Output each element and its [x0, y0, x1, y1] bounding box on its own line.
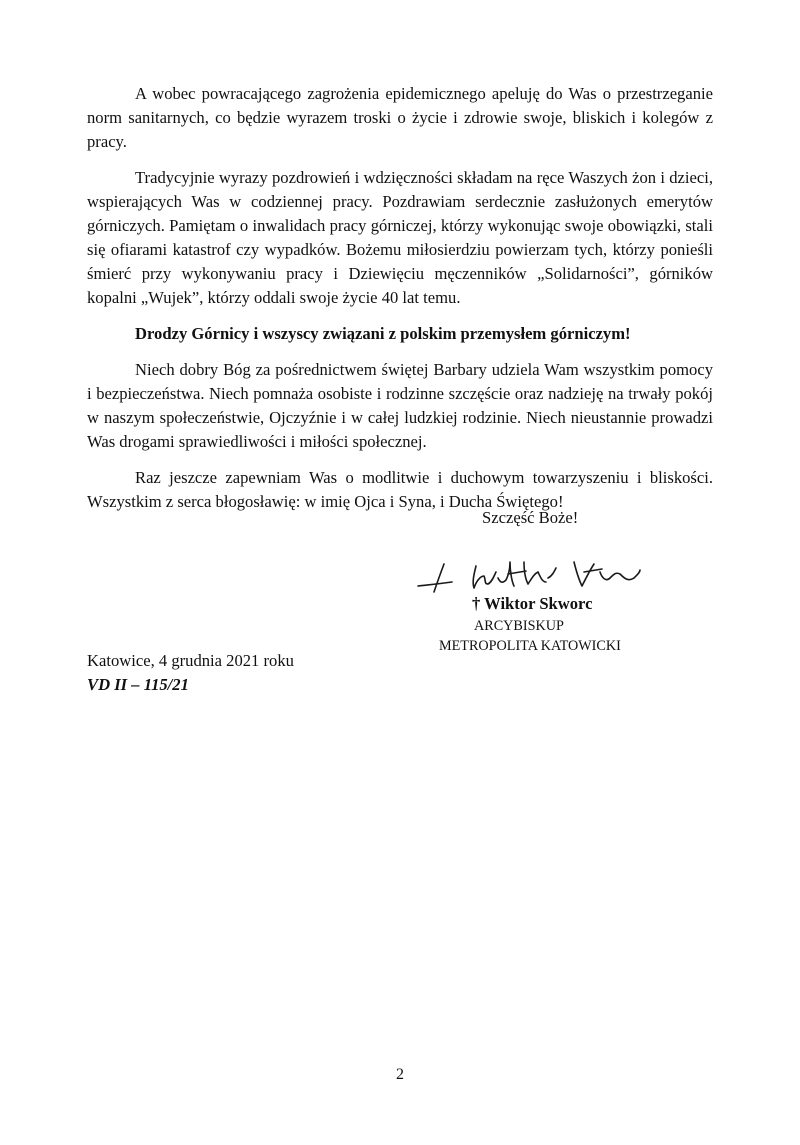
signer-title-archbishop: ARCYBISKUP: [474, 618, 564, 634]
paragraph-address-miners: Drodzy Górnicy i wszyscy związani z polskim przemysłem górniczym!: [135, 324, 631, 343]
signer-name: † Wiktor Skworc: [472, 594, 593, 613]
paragraph-greetings: Tradycyjnie wyrazy pozdrowień i wdzięczności składam na ręce Waszych żon i dzieci, wspierających Was w codziennej pracy. Pozdrawiam serdecznie zasłużonych emerytów górniczych. Pamiętam o inwalidach pracy górniczej, którzy wykonując swoje obowiązki, stali się ofiarami katastrof czy wypadków. Bożemu miłosierdziu powierzam tych, którzy ponieśli śmierć przy wykonywaniu pracy i Dziewięciu męczenników „Solidarności”, górników kopalni „Wujek”, którzy oddali swoje życie 40 lat temu.: [87, 168, 713, 307]
letter-body: [87, 82, 713, 526]
place-and-date: Katowice, 4 grudnia 2021 roku: [87, 651, 294, 670]
paragraph-blessing-wish: Niech dobry Bóg za pośrednictwem świętej Barbary udziela Wam wszystkim pomocy i bezpieczeństwa. Niech pomnaża osobiste i rodzinne szczęście oraz nadzieję na trwały pokój w naszym społeczeństwie, Ojczyźnie i w całej ludzkiej rodzinie. Niech nieustannie prowadzi Was drogami sprawiedliwości i miłości społecznej.: [87, 360, 713, 451]
signer-title-metropolitan: METROPOLITA KATOWICKI: [439, 638, 621, 654]
page-number: 2: [396, 1066, 404, 1083]
paragraph-sanitary-appeal: A wobec powracającego zagrożenia epidemicznego apeluję do Was o przestrzeganie norm sanitarnych, co będzie wyrazem troski o życie i zdrowie swoje, bliskich i kolegów z pracy.: [87, 84, 713, 151]
handwritten-signature: [414, 542, 644, 598]
paragraph-final-blessing: Raz jeszcze zapewniam Was o modlitwie i duchowym towarzyszeniu i bliskości. Wszystkim z serca błogosławię: w imię Ojca i Syna, i Ducha Świętego!: [87, 468, 713, 511]
reference-number: VD II – 115/21: [87, 675, 189, 694]
closing-salutation: Szczęść Boże!: [482, 508, 579, 527]
